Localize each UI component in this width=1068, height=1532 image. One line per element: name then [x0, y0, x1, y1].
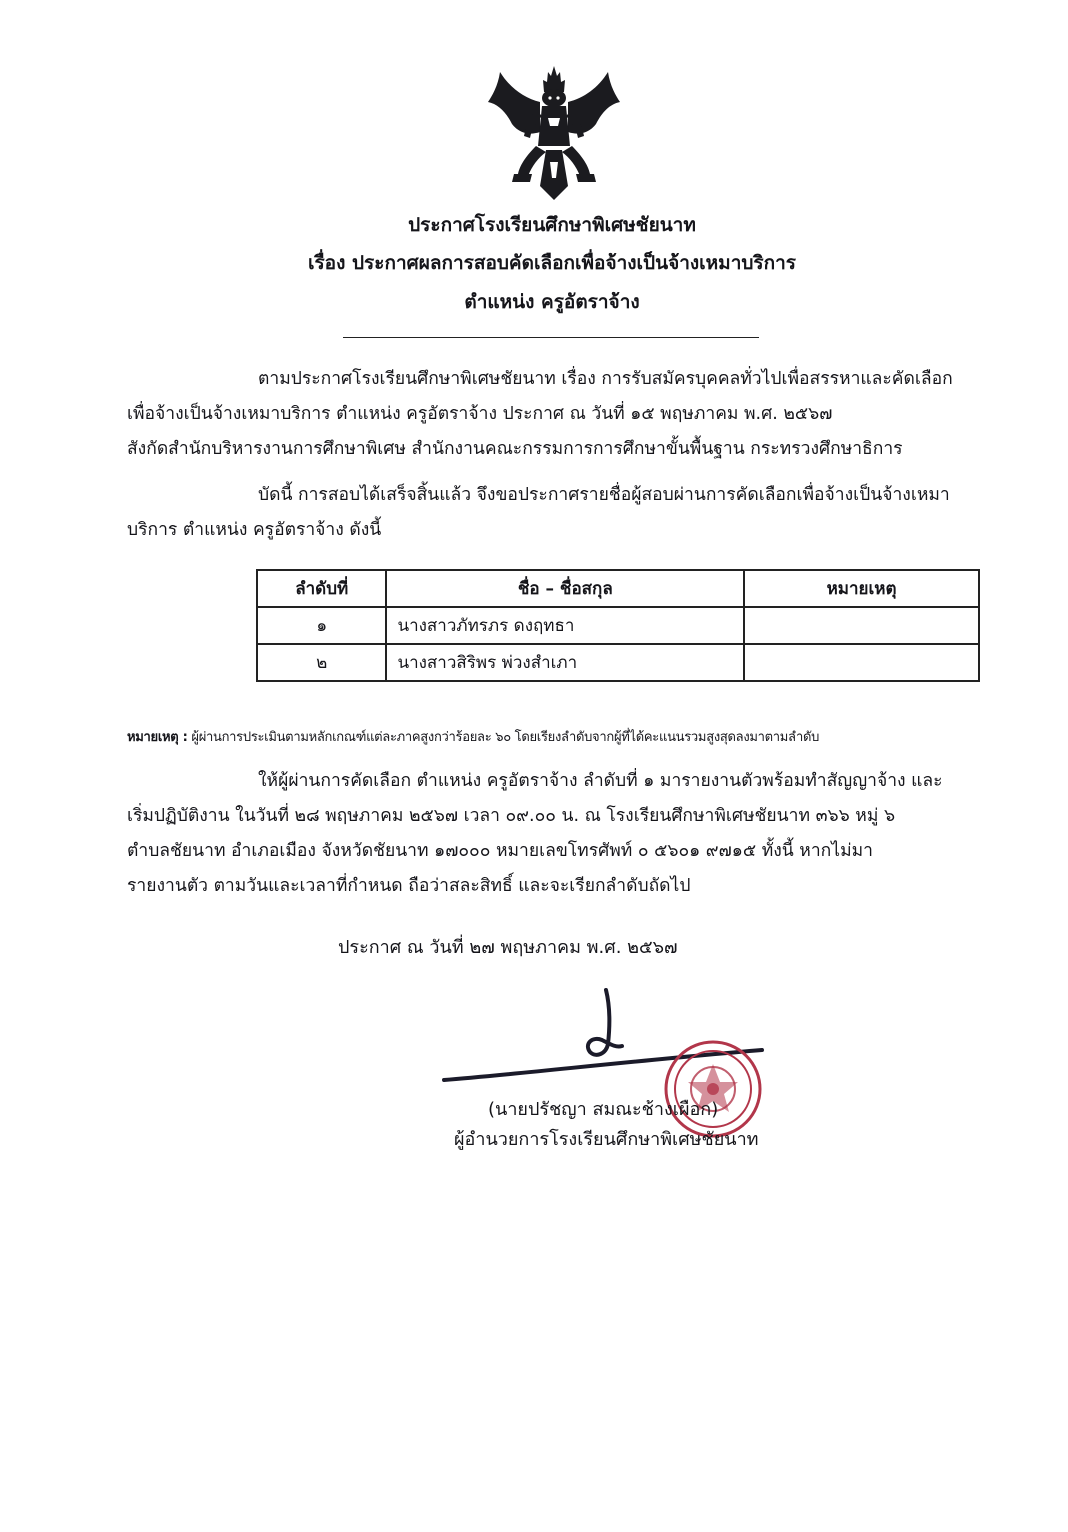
row-name: นางสาวภัทรภร ดงฤทธา: [386, 607, 744, 644]
row-remark: [744, 644, 979, 681]
signatory-title: ผู้อำนวยการโรงเรียนศึกษาพิเศษชัยนาท: [454, 1129, 759, 1150]
column-header-name: ชื่อ – ชื่อสกุล: [386, 570, 744, 607]
table-header-row: [257, 570, 979, 607]
row-remark: [744, 607, 979, 644]
paragraph-line: ให้ผู้ผ่านการคัดเลือก ตำแหน่ง ครูอัตราจ้าง ลำดับที่ ๑ มารายงานตัวพร้อมทำสัญญาจ้าง และ: [258, 771, 943, 791]
paragraph-reference: [127, 362, 979, 467]
signatory-name: (นายปรัชญา สมณะช้างเผือก): [488, 1099, 719, 1120]
row-name: นางสาวสิริพร พ่วงสำเภา: [386, 644, 744, 681]
table-row: [257, 644, 979, 681]
table-row: [257, 607, 979, 644]
announcement-subject: เรื่อง ประกาศผลการสอบคัดเลือกเพื่อจ้างเป็นจ้างเหมาบริการ: [307, 252, 797, 274]
footnote-text: ผู้ผ่านการประเมินตามหลักเกณฑ์แต่ละภาคสูงกว่าร้อยละ ๖๐ โดยเรียงลำดับจากผู้ที่ได้คะแนนรวมสูงสุดลงมาตามลำดับ: [191, 730, 820, 745]
paragraph-line: บริการ ตำแหน่ง ครูอัตราจ้าง ดังนี้: [127, 520, 382, 540]
paragraph-line: บัดนี้ การสอบได้เสร็จสิ้นแล้ว จึงขอประกาศรายชื่อผู้สอบผ่านการคัดเลือกเพื่อจ้างเป็นจ้างเหมา: [258, 485, 950, 505]
footnote-label: หมายเหตุ :: [127, 730, 188, 745]
paragraph-line: สังกัดสำนักบริหารงานการศึกษาพิเศษ สำนักงานคณะกรรมการการศึกษาขั้นพื้นฐาน กระทรวงศึกษาธิการ: [127, 439, 903, 459]
header-divider: [343, 337, 759, 338]
paragraph-line: ตำบลชัยนาท อำเภอเมือง จังหวัดชัยนาท ๑๗๐๐๐ หมายเลขโทรศัพท์ ๐ ๕๖๐๑ ๙๗๑๕ ทั้งนี้ หากไม่มา: [127, 841, 873, 861]
paragraph-line: เพื่อจ้างเป็นจ้างเหมาบริการ ตำแหน่ง ครูอัตราจ้าง ประกาศ ณ วันที่ ๑๕ พฤษภาคม พ.ศ. ๒๕๖๗: [127, 404, 833, 424]
announcement-title: ประกาศโรงเรียนศึกษาพิเศษชัยนาท: [408, 214, 696, 236]
paragraph-line: เริ่มปฏิบัติงาน ในวันที่ ๒๘ พฤษภาคม ๒๕๖๗ เวลา ๐๙.๐๐ น. ณ โรงเรียนศึกษาพิเศษชัยนาท ๓๖๖ หมู่ ๖: [127, 806, 896, 826]
announcement-date: ประกาศ ณ วันที่ ๒๗ พฤษภาคม พ.ศ. ๒๕๖๗: [338, 937, 678, 958]
row-order: ๒: [257, 644, 386, 681]
garuda-emblem-icon: [484, 62, 624, 202]
paragraph-line: รายงานตัว ตามวันและเวลาที่กำหนด ถือว่าสละสิทธิ์ และจะเรียกลำดับถัดไป: [127, 876, 691, 896]
footnote: [127, 726, 819, 747]
paragraph-instructions: [127, 764, 979, 904]
column-header-remark: หมายเหตุ: [744, 570, 979, 607]
results-table: [256, 569, 980, 682]
announcement-position: ตำแหน่ง ครูอัตราจ้าง: [464, 291, 640, 313]
paragraph-line: ตามประกาศโรงเรียนศึกษาพิเศษชัยนาท เรื่อง การรับสมัครบุคคลทั่วไปเพื่อสรรหาและคัดเลือก: [258, 369, 953, 389]
column-header-order: ลำดับที่: [257, 570, 386, 607]
paragraph-announcement: [127, 478, 979, 548]
row-order: ๑: [257, 607, 386, 644]
